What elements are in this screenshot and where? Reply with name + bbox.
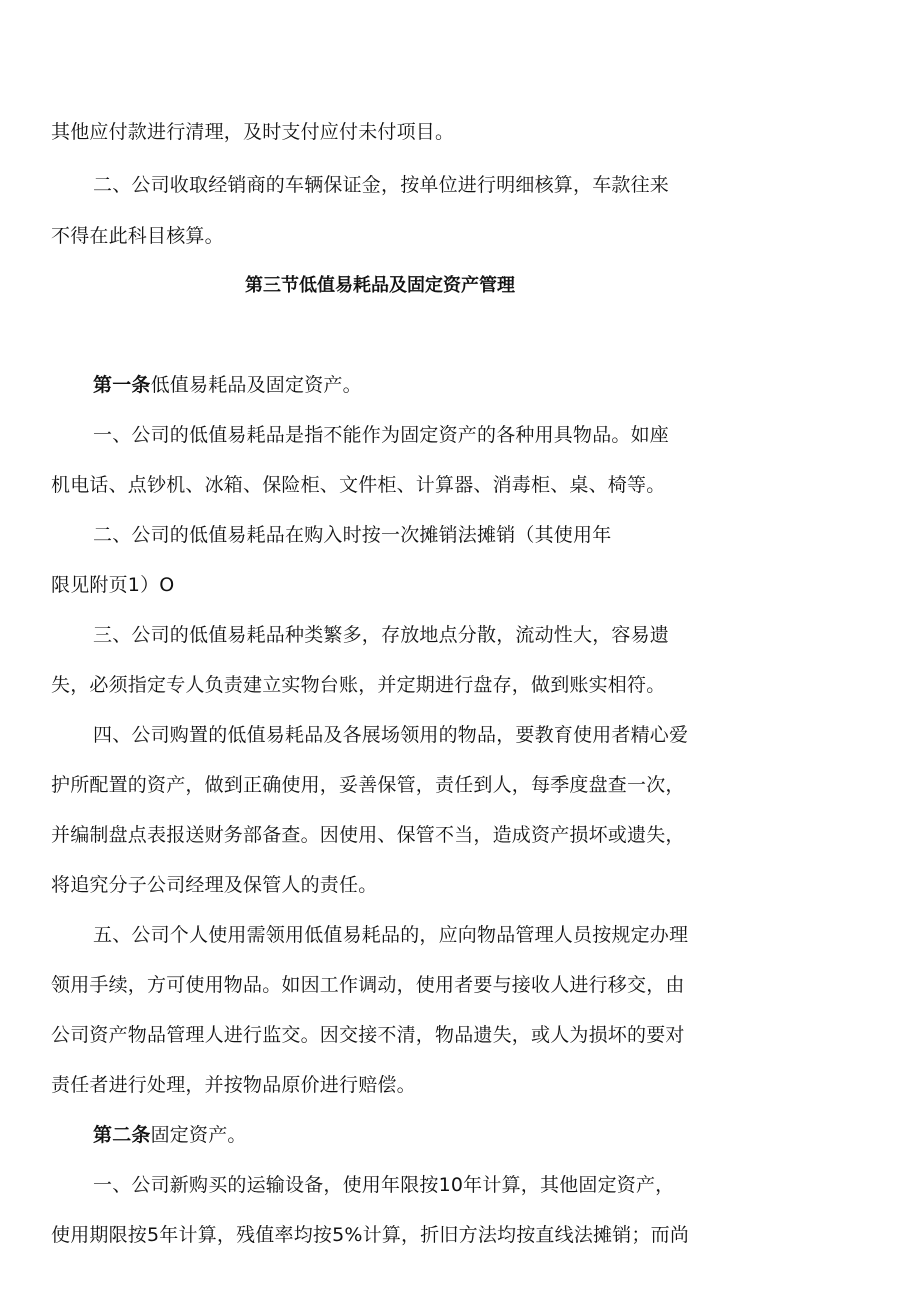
- paragraph-line: 公司资产物品管理人进行监交。因交接不清，物品遗失，或人为损坏的要对: [51, 1024, 685, 1046]
- paragraph-line: 二、公司收取经销商的车辆保证金，按单位进行明细核算，车款往来: [93, 174, 670, 196]
- paragraph-line: 责任者进行处理，并按物品原价进行赔偿。: [51, 1074, 416, 1096]
- paragraph-line: 限见附页1）O: [51, 574, 175, 596]
- article-title: 第二条: [93, 1124, 151, 1146]
- paragraph-line: 三、公司的低值易耗品种类繁多，存放地点分散，流动性大，容易遗: [93, 624, 670, 646]
- paragraph-line: 其他应付款进行清理，及时支付应付未付项目。: [51, 121, 455, 143]
- paragraph-line: 护所配置的资产，做到正确使用，妥善保管，责任到人，每季度盘查一次，: [51, 774, 685, 796]
- paragraph-line: 使用期限按5年计算，残值率均按5%计算，折旧方法均按直线法摊销；而尚: [51, 1224, 690, 1246]
- article-text: 低值易耗品及固定资产。: [150, 374, 362, 396]
- paragraph-line: 一、公司的低值易耗品是指不能作为固定资产的各种用具物品。如座: [93, 424, 670, 446]
- paragraph-line: 将追究分子公司经理及保管人的责任。: [51, 874, 378, 896]
- article-title: 第一条: [93, 374, 151, 396]
- paragraph-line: 失，必须指定专人负责建立实物台账，并定期进行盘存，做到账实相符。: [51, 674, 666, 696]
- paragraph-line: 一、公司新购买的运输设备，使用年限按10年计算，其他固定资产，: [93, 1174, 675, 1196]
- paragraph-line: 领用手续，方可使用物品。如因工作调动，使用者要与接收人进行移交，由: [51, 974, 685, 996]
- paragraph-line: 五、公司个人使用需领用低值易耗品的，应向物品管理人员按规定办理: [93, 924, 689, 946]
- article-line: [93, 373, 362, 397]
- paragraph-line: 机电话、点钞机、冰箱、保险柜、文件柜、计算器、消毒柜、桌、椅等。: [51, 474, 666, 496]
- paragraph-line: 不得在此科目核算。: [51, 225, 224, 247]
- paragraph-line: 并编制盘点表报送财务部备查。因使用、保管不当，造成资产损坏或遗失，: [51, 824, 685, 846]
- paragraph-line: 二、公司的低值易耗品在购入时按一次摊销法摊销（其使用年: [93, 524, 612, 546]
- section-heading: 第三节低值易耗品及固定资产管理: [245, 275, 515, 296]
- article-text: 固定资产。: [150, 1124, 247, 1146]
- article-line: [93, 1123, 247, 1147]
- paragraph-line: 四、公司购置的低值易耗品及各展场领用的物品，要教育使用者精心爱: [93, 724, 689, 746]
